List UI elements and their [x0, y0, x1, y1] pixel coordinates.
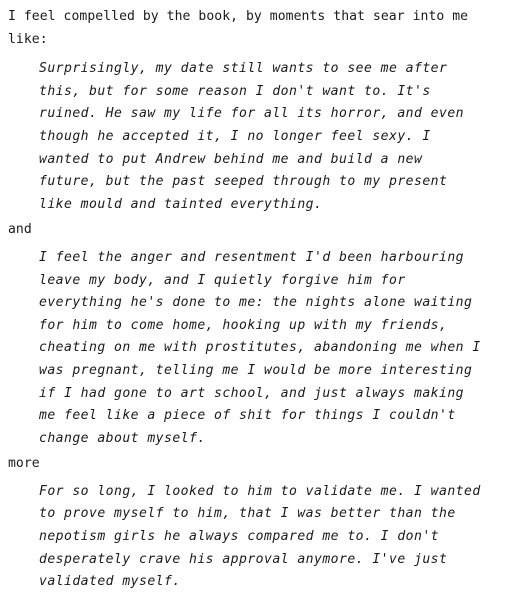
connector-and: and [8, 222, 32, 238]
intro-paragraph: I feel compelled by the book, by moments that sear into me like: [8, 9, 469, 47]
block-quote-1: Surprisingly, my date still wants to see me after this, but for some reason I don't want to. It's ruined. He saw my life for all its horror, and even though he accepted it, I no longer feel sexy. I wanted to put Andrew behind me and build a new future, but the past seeped through to my present like mould and tainted everything. [39, 61, 464, 212]
block-quote-3: For so long, I looked to him to validate me. I wanted to prove myself to him, that I was better than the nepotism girls he always compared me to. I don't desperately crave his approval anymore. I've just validated myself. [39, 483, 481, 590]
connector-more: more [8, 456, 40, 472]
block-quote-2: I feel the anger and resentment I'd been harbouring leave my body, and I quietly forgive him for everything he's done to me: the nights alone waiting for him to come home, hooking up with my friends, cheating on me with prostitutes, abandoning me when I was pregnant, telling me I would be more interesting if I had gone to art school, and just always making me feel like a piece of shit for things I couldn't change about myself. [39, 249, 481, 446]
